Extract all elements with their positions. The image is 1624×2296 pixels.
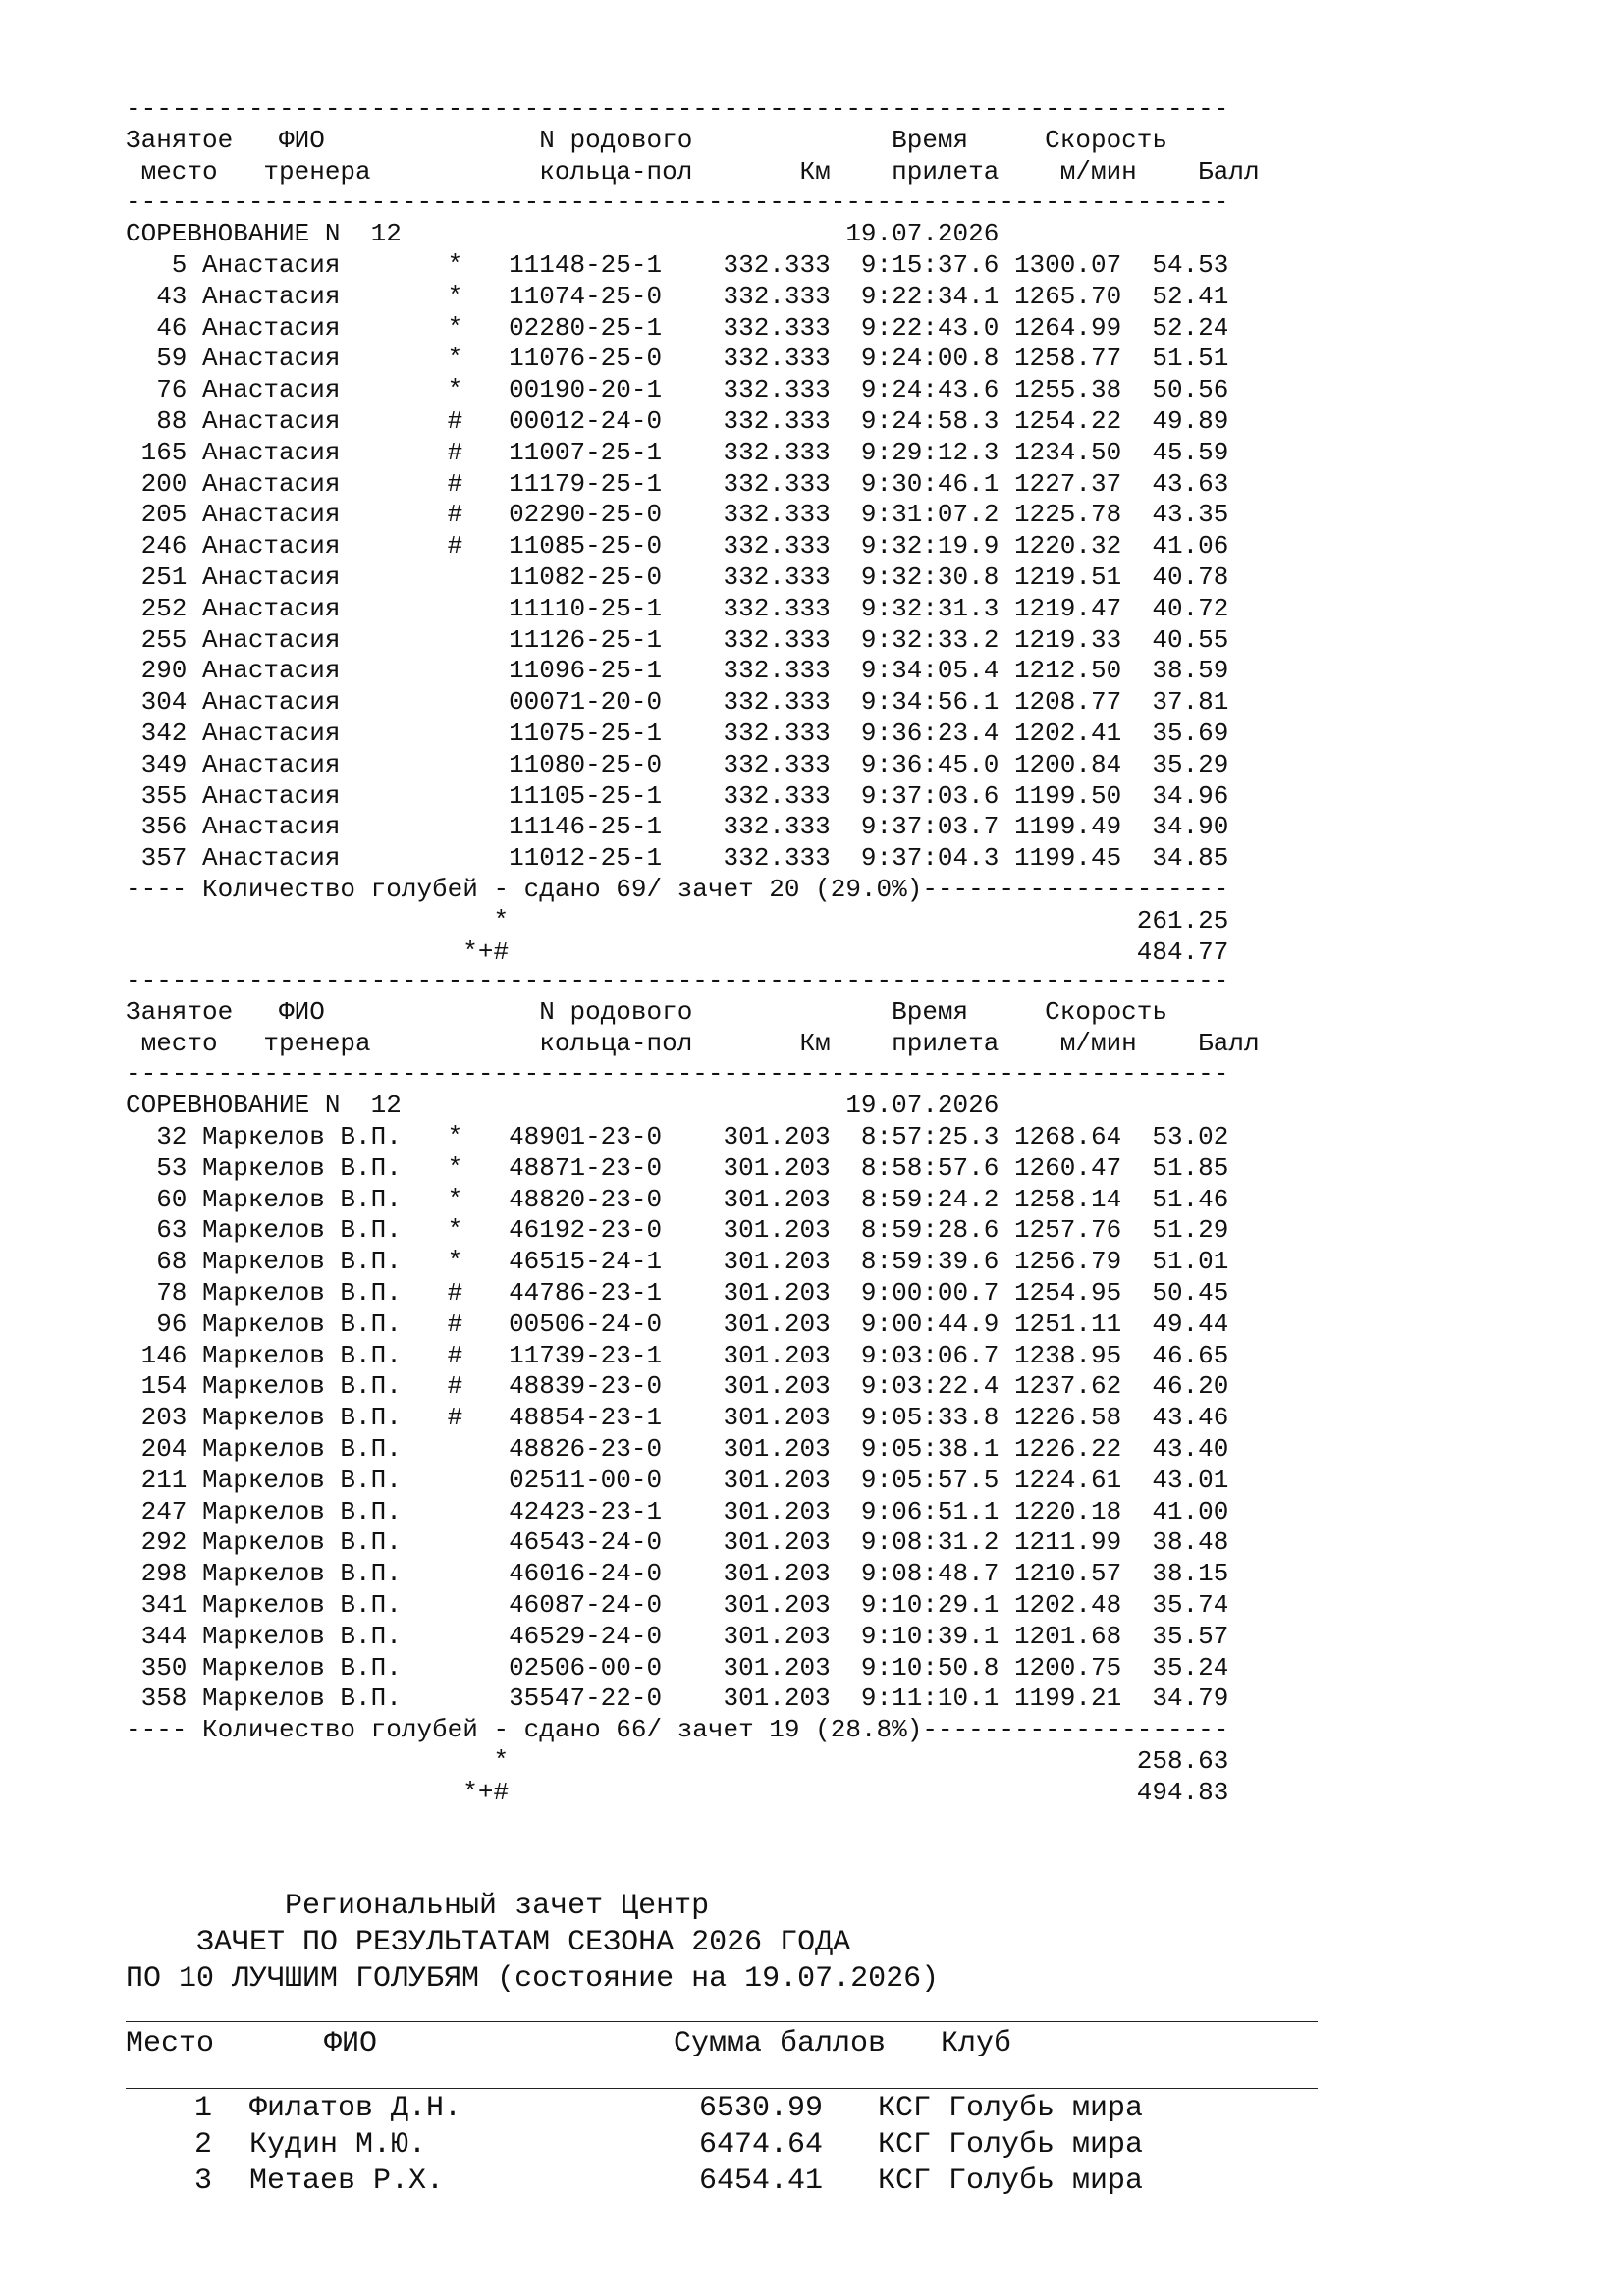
col-club-header: Клуб	[941, 2027, 1012, 2060]
result-row: 88 Анастасия # 00012-24-0 332.333 9:24:58.3 1254.22 49.89	[126, 405, 1229, 436]
row-name: Филатов Д.Н.	[249, 2092, 462, 2125]
result-row: 53 Маркелов В.П. * 48871-23-0 301.203 8:58:57.6 1260.47 51.85	[126, 1152, 1229, 1183]
result-row: 341 Маркелов В.П. 46087-24-0 301.203 9:10:29.1 1202.48 35.74	[126, 1589, 1229, 1620]
row-name: Кудин М.Ю.	[249, 2128, 427, 2162]
table-top-rule	[126, 2021, 1318, 2022]
header-line-1: Занятое ФИО N родового Время Скорость	[126, 996, 1167, 1027]
season-summary	[126, 1889, 1318, 2200]
row-place: 3	[193, 2164, 212, 2198]
season-title-2: ЗАЧЕТ ПО РЕЗУЛЬТАТАМ СЕЗОНА 2026 ГОДА	[126, 1926, 851, 1959]
result-row: 356 Анастасия 11146-25-1 332.333 9:37:03.7 1199.49 34.90	[126, 812, 1229, 842]
col-name-header: ФИО	[324, 2027, 378, 2060]
result-row: 32 Маркелов В.П. * 48901-23-0 301.203 8:57:25.3 1268.64 53.02	[126, 1121, 1229, 1151]
rule-line: ------------------------------------------------------------------------	[126, 1059, 1229, 1090]
count-line: ---- Количество голубей - сдано 69/ зачет 20 (29.0%)--------------------	[126, 874, 1229, 904]
row-place: 1	[193, 2092, 212, 2125]
result-row: 5 Анастасия * 11148-25-1 332.333 9:15:37.6 1300.07 54.53	[126, 249, 1229, 280]
count-line: ---- Количество голубей - сдано 66/ зачет 19 (28.8%)--------------------	[126, 1715, 1229, 1745]
season-table-row	[126, 2091, 1318, 2127]
competition-block-1	[126, 94, 1260, 968]
competition-title: СОРЕВНОВАНИЕ N 12 19.07.2026	[126, 219, 1000, 249]
result-row: 349 Анастасия 11080-25-0 332.333 9:36:45.0 1200.84 35.29	[126, 749, 1229, 779]
row-club: КСГ Голубь мира	[878, 2164, 1144, 2198]
result-row: 290 Анастасия 11096-25-1 332.333 9:34:05.4 1212.50 38.59	[126, 656, 1229, 686]
row-sum: 6474.64	[698, 2128, 823, 2162]
results-table-2	[126, 966, 1260, 1809]
result-row: 46 Анастасия * 02280-25-1 332.333 9:22:43.0 1264.99 52.24	[126, 312, 1229, 343]
result-row: 76 Анастасия * 00190-20-1 332.333 9:24:43.6 1255.38 50.56	[126, 375, 1229, 405]
result-row: 200 Анастасия # 11179-25-1 332.333 9:30:46.1 1227.37 43.63	[126, 468, 1229, 499]
results-table-1	[126, 94, 1260, 968]
result-row: 358 Маркелов В.П. 35547-22-0 301.203 9:11:10.1 1199.21 34.79	[126, 1683, 1229, 1714]
result-row: 204 Маркелов В.П. 48826-23-0 301.203 9:05:38.1 1226.22 43.40	[126, 1433, 1229, 1464]
season-table-row	[126, 2163, 1318, 2200]
season-title-1: Региональный зачет Центр	[126, 1890, 710, 1923]
result-row: 342 Анастасия 11075-25-1 332.333 9:36:23.4 1202.41 35.69	[126, 718, 1229, 748]
sum-all-line: *+# 494.83	[126, 1777, 1229, 1807]
result-row: 255 Анастасия 11126-25-1 332.333 9:32:33.2 1219.33 40.55	[126, 624, 1229, 655]
rule-line: ------------------------------------------------------------------------	[126, 966, 1229, 995]
sum-star-line: * 261.25	[126, 905, 1229, 935]
row-club: КСГ Голубь мира	[878, 2092, 1144, 2125]
sum-star-line: * 258.63	[126, 1745, 1229, 1776]
row-club: КСГ Голубь мира	[878, 2128, 1144, 2162]
result-row: 344 Маркелов В.П. 46529-24-0 301.203 9:10:39.1 1201.68 35.57	[126, 1621, 1229, 1651]
result-row: 355 Анастасия 11105-25-1 332.333 9:37:03.6 1199.50 34.96	[126, 780, 1229, 811]
result-row: 205 Анастасия # 02290-25-0 332.333 9:31:07.2 1225.78 43.35	[126, 500, 1229, 530]
rule-line: ------------------------------------------------------------------------	[126, 94, 1229, 124]
season-title-3: ПО 10 ЛУЧШИМ ГОЛУБЯМ (состояние на 19.07.2026)	[126, 1962, 940, 1996]
result-row: 304 Анастасия 00071-20-0 332.333 9:34:56.1 1208.77 37.81	[126, 687, 1229, 718]
header-line-1: Занятое ФИО N родового Время Скорость	[126, 125, 1167, 155]
header-line-2: место тренера кольца-пол Км прилета м/мин Балл	[126, 156, 1260, 187]
result-row: 165 Анастасия # 11007-25-1 332.333 9:29:12.3 1234.50 45.59	[126, 437, 1229, 467]
result-row: 350 Маркелов В.П. 02506-00-0 301.203 9:10:50.8 1200.75 35.24	[126, 1652, 1229, 1682]
result-row: 43 Анастасия * 11074-25-0 332.333 9:22:34.1 1265.70 52.41	[126, 281, 1229, 311]
result-row: 63 Маркелов В.П. * 46192-23-0 301.203 8:59:28.6 1257.76 51.29	[126, 1215, 1229, 1246]
season-table-header	[126, 2026, 1318, 2062]
result-row: 292 Маркелов В.П. 46543-24-0 301.203 9:08:31.2 1211.99 38.48	[126, 1527, 1229, 1558]
row-place: 2	[193, 2128, 212, 2162]
result-row: 59 Анастасия * 11076-25-0 332.333 9:24:00.8 1258.77 51.51	[126, 344, 1229, 374]
result-row: 146 Маркелов В.П. # 11739-23-1 301.203 9:03:06.7 1238.95 46.65	[126, 1340, 1229, 1370]
col-place-header: Место	[126, 2027, 215, 2060]
sum-all-line: *+# 484.77	[126, 936, 1229, 967]
result-row: 357 Анастасия 11012-25-1 332.333 9:37:04.3 1199.45 34.85	[126, 843, 1229, 874]
result-row: 211 Маркелов В.П. 02511-00-0 301.203 9:05:57.5 1224.61 43.01	[126, 1465, 1229, 1495]
table-header-rule	[126, 2088, 1318, 2089]
result-row: 246 Анастасия # 11085-25-0 332.333 9:32:19.9 1220.32 41.06	[126, 531, 1229, 561]
result-row: 154 Маркелов В.П. # 48839-23-0 301.203 9:03:22.4 1237.62 46.20	[126, 1371, 1229, 1402]
competition-block-2	[126, 966, 1260, 1809]
result-row: 251 Анастасия 11082-25-0 332.333 9:32:30.8 1219.51 40.78	[126, 561, 1229, 592]
row-name: Метаев Р.Х.	[249, 2164, 445, 2198]
result-row: 60 Маркелов В.П. * 48820-23-0 301.203 8:59:24.2 1258.14 51.46	[126, 1184, 1229, 1214]
header-line-2: место тренера кольца-пол Км прилета м/мин Балл	[126, 1028, 1260, 1058]
result-row: 68 Маркелов В.П. * 46515-24-1 301.203 8:59:39.6 1256.79 51.01	[126, 1247, 1229, 1277]
col-sum-header: Сумма баллов	[674, 2027, 887, 2060]
row-sum: 6454.41	[698, 2164, 823, 2198]
row-sum: 6530.99	[698, 2092, 823, 2125]
result-row: 247 Маркелов В.П. 42423-23-1 301.203 9:06:51.1 1220.18 41.00	[126, 1496, 1229, 1526]
result-row: 96 Маркелов В.П. # 00506-24-0 301.203 9:00:44.9 1251.11 49.44	[126, 1308, 1229, 1339]
result-row: 298 Маркелов В.П. 46016-24-0 301.203 9:08:48.7 1210.57 38.15	[126, 1559, 1229, 1589]
rule-line: ------------------------------------------------------------------------	[126, 187, 1229, 218]
competition-title: СОРЕВНОВАНИЕ N 12 19.07.2026	[126, 1091, 1000, 1121]
result-row: 252 Анастасия 11110-25-1 332.333 9:32:31.3 1219.47 40.72	[126, 593, 1229, 623]
result-row: 78 Маркелов В.П. # 44786-23-1 301.203 9:00:00.7 1254.95 50.45	[126, 1277, 1229, 1308]
season-table-row	[126, 2127, 1318, 2163]
result-row: 203 Маркелов В.П. # 48854-23-1 301.203 9:05:33.8 1226.58 43.46	[126, 1403, 1229, 1433]
